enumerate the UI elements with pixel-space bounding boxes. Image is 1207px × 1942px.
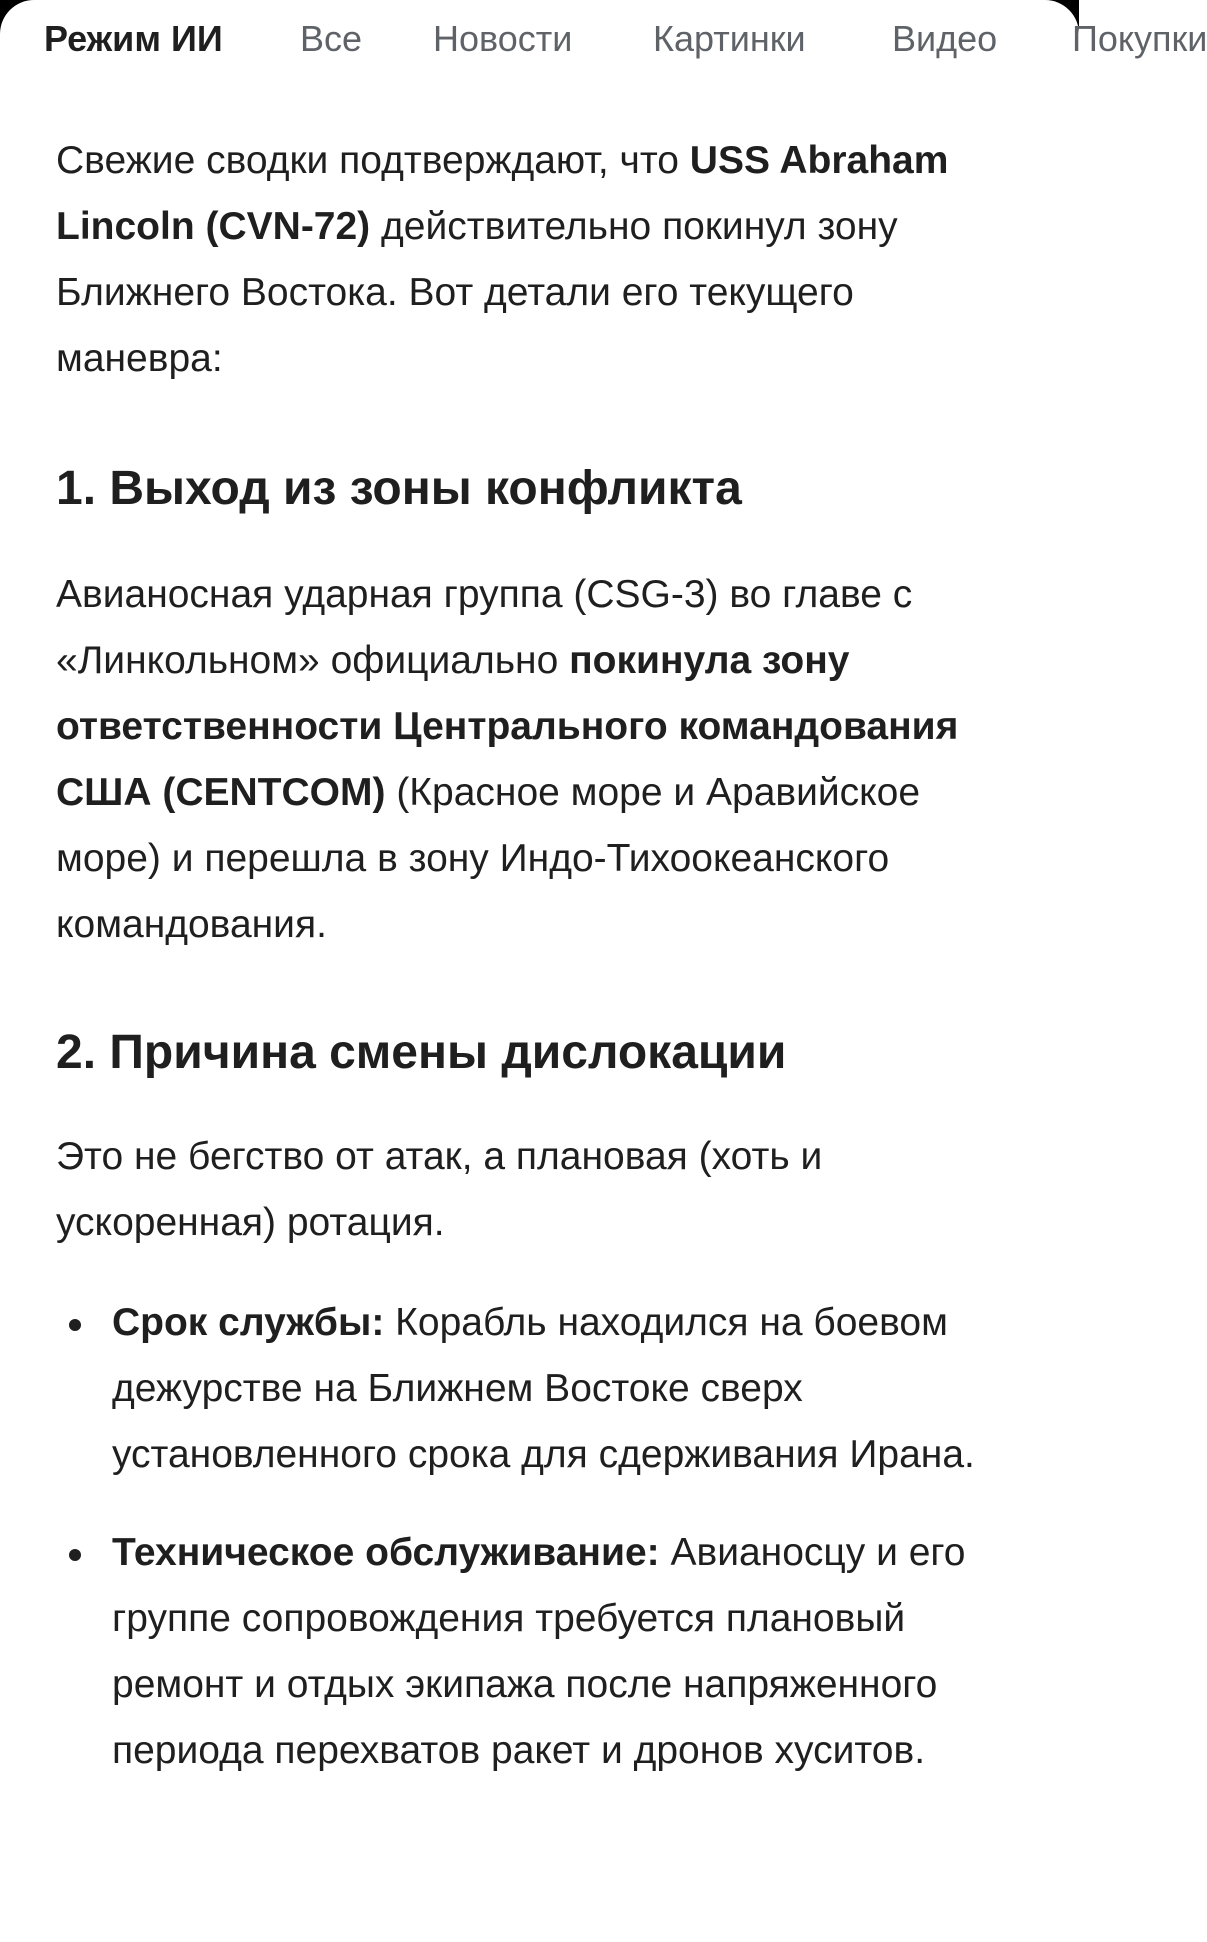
ai-answer bbox=[56, 128, 1026, 1816]
section-2-heading: 2. Причина смены дислокации bbox=[56, 1026, 787, 1079]
tab-videos[interactable]: Видео bbox=[892, 18, 998, 59]
tab-ai-mode[interactable]: Режим ИИ bbox=[44, 18, 223, 59]
list-item bbox=[56, 1290, 1026, 1488]
tab-news[interactable]: Новости bbox=[433, 18, 573, 59]
intro-text-end: действительно покинул зону Ближнего Востока. Вот детали его текущего маневра: bbox=[56, 205, 898, 380]
section-1-paragraph bbox=[56, 562, 1026, 958]
list-item-text: Авианосцу и его группе сопровождения требуется плановый ремонт и отдых экипажа после напряженного периода перехватов ракет и дронов хуситов. bbox=[112, 1531, 966, 1772]
reasons-list bbox=[56, 1290, 1026, 1784]
intro-text-start: Свежие сводки подтверждают, что bbox=[56, 139, 690, 182]
intro-ship-name: USS Abraham Lincoln (CVN-72) bbox=[56, 139, 949, 248]
search-mode-tabs bbox=[0, 0, 1207, 78]
bullet-icon bbox=[69, 1549, 81, 1561]
section-1-bold-text: покинула зону ответственности Центрального командования США (CENTCOM) bbox=[56, 639, 959, 814]
bullet-icon bbox=[69, 1319, 81, 1331]
section-1-text-start: Авианосная ударная группа (CSG-3) во главе с «Линкольном» официально bbox=[56, 573, 913, 682]
tab-all[interactable]: Все bbox=[300, 18, 363, 59]
tab-shopping[interactable]: Покупки bbox=[1072, 18, 1207, 59]
intro-paragraph bbox=[56, 128, 1026, 392]
list-item-title: Срок службы: bbox=[112, 1301, 385, 1344]
section-1-heading: 1. Выход из зоны конфликта bbox=[56, 462, 742, 515]
list-item bbox=[56, 1520, 1026, 1784]
list-item-title: Техническое обслуживание: bbox=[112, 1531, 660, 1574]
tab-images[interactable]: Картинки bbox=[653, 18, 806, 59]
section-2-paragraph: Это не бегство от атак, а плановая (хоть и ускоренная) ротация. bbox=[56, 1135, 823, 1244]
section-1-text-end: (Красное море и Аравийское море) и перешла в зону Индо-Тихоокеанского командования. bbox=[56, 771, 921, 946]
list-item-text: Корабль находился на боевом дежурстве на Ближнем Востоке сверх установленного срока для сдерживания Ирана. bbox=[112, 1301, 975, 1476]
